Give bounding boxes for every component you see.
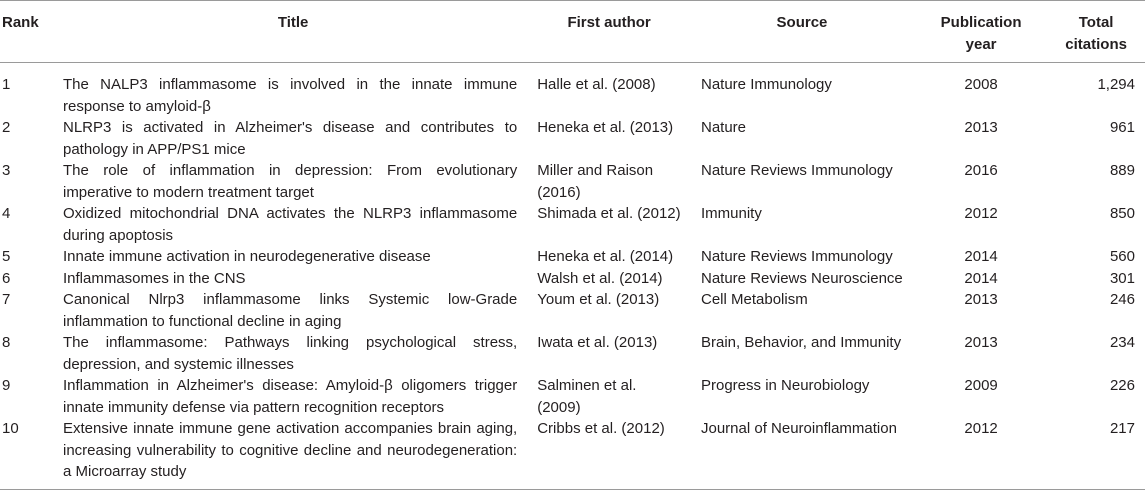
table-row [0,268,1145,290]
cell-source: Immunity [701,205,762,222]
table-row [0,289,1145,332]
cell-publication-year: 2014 [964,248,998,265]
table-row [0,375,1145,418]
header-first-author: First author [529,1,689,63]
cell-rank: 3 [2,162,11,179]
cell-title: Canonical Nlrp3 inflammasome links Systemic low-Grade inflammation to functional decline in aging [62,291,518,330]
cell-source: Cell Metabolism [701,291,808,308]
cell-source: Journal of Neuroinflammation [689,418,915,489]
cell-title: Innate immune activation in neurodegenerative disease [62,248,431,265]
header-year-line2: year [965,35,997,53]
cell-total-citations: 301 [1109,269,1135,287]
cell-first-author: Youm et al. (2013) [537,291,660,308]
cell-rank: 1 [2,76,11,93]
cell-publication-year: 2008 [964,76,998,93]
cell-first-author: Shimada et al. (2012) [537,205,681,222]
cell-rank: 10 [0,418,57,489]
cell-publication-year: 2016 [964,162,998,179]
cell-rank: 8 [2,334,11,351]
cell-total-citations: 234 [1109,334,1135,351]
header-citations-line2: citations [1065,35,1127,53]
cell-rank: 4 [2,205,11,222]
table-row [0,418,1145,489]
cell-source: Brain, Behavior, and Immunity [701,334,902,351]
table-row [0,203,1145,246]
cell-source: Nature [701,119,747,136]
table-row [0,160,1145,203]
cell-publication-year: 2012 [915,418,1047,489]
cell-title: The inflammasome: Pathways linking psychological stress, depression, and systemic illnesses [62,334,518,373]
cell-publication-year: 2013 [964,291,998,308]
cell-source: Nature Reviews Immunology [701,248,893,265]
cell-total-citations: 961 [1109,119,1135,136]
table-header [0,1,1145,63]
header-total-citations [1047,1,1145,63]
cell-title: Oxidized mitochondrial DNA activates the NLRP3 inflammasome during apoptosis [62,205,518,244]
cell-first-author: Heneka et al. (2013) [537,119,674,136]
cell-total-citations: 560 [1109,248,1135,265]
header-row [0,1,1145,63]
cell-title: The role of inflammation in depression: From evolutionary imperative to modern treatment target [62,162,518,201]
cell-first-author: Heneka et al. (2014) [537,248,674,265]
cell-title: NLRP3 is activated in Alzheimer's disease and contributes to pathology in APP/PS1 mice [62,119,518,158]
table-body [0,63,1145,490]
cell-total-citations: 246 [1109,291,1135,308]
cell-first-author: Salminen et al. (2009) [537,377,637,416]
header-rank: Rank [0,1,57,63]
cell-source: Nature Reviews Neuroscience [701,269,903,287]
cell-rank: 6 [2,269,11,287]
cell-first-author: Iwata et al. (2013) [537,334,658,351]
cell-first-author: Cribbs et al. (2012) [529,418,689,489]
cell-publication-year: 2012 [964,205,998,222]
header-citations-line1: Total [1078,14,1114,31]
table-row [0,246,1145,268]
cell-total-citations: 226 [1109,377,1135,394]
table-row [0,332,1145,375]
cell-total-citations: 217 [1047,418,1145,489]
cell-total-citations: 889 [1109,162,1135,179]
table-row [0,117,1145,160]
cell-publication-year: 2014 [964,269,998,287]
cell-rank: 2 [2,119,11,136]
cell-publication-year: 2009 [964,377,998,394]
cell-first-author: Miller and Raison (2016) [537,162,654,201]
cell-total-citations: 850 [1109,205,1135,222]
cell-rank: 7 [2,291,11,308]
cell-total-citations: 1,294 [1097,76,1135,93]
cell-rank: 9 [2,377,11,394]
cell-title: Inflammasomes in the CNS [62,269,246,287]
cell-rank: 5 [2,248,11,265]
header-publication-year [915,1,1047,63]
header-source: Source [689,1,915,63]
cell-title: Inflammation in Alzheimer's disease: Amyloid-β oligomers trigger innate immunity defense via pattern recognition receptors [62,377,518,416]
cell-source: Progress in Neurobiology [701,377,870,394]
cell-publication-year: 2013 [964,334,998,351]
header-year-line1: Publication [940,14,1022,31]
cell-first-author: Halle et al. (2008) [537,76,656,93]
table-row [0,63,1145,118]
cell-first-author: Walsh et al. (2014) [537,269,663,287]
cell-source: Nature Immunology [701,76,832,93]
header-title: Title [57,1,529,63]
cell-title: Extensive innate immune gene activation accompanies brain aging, increasing vulnerability to cognitive decline and neurodegeneration: a Microarray study [57,418,529,489]
cell-source: Nature Reviews Immunology [701,162,893,179]
cell-publication-year: 2013 [964,119,998,136]
cell-title: The NALP3 inflammasome is involved in the innate immune response to amyloid-β [62,76,518,115]
